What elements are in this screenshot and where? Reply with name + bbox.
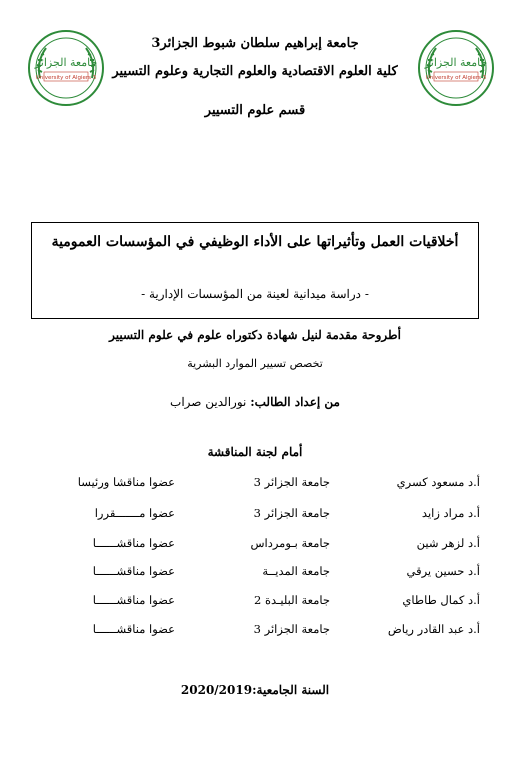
member-name: أ.د حسين يرقي [406,564,480,578]
specialty: تخصص تسيير الموارد البشرية [187,357,323,370]
university-name: جامعة إبراهيم سلطان شبوط الجزائر3 [151,36,359,51]
committee-row [0,536,510,556]
member-role: عضوا مناقشــــــا [92,564,175,578]
committee-row [0,475,510,495]
member-university: جامعة الجزائر 3 [253,622,330,636]
degree-statement: أطروحة مقدمة لنيل شهادة دكتوراه علوم في علوم التسيير [109,328,401,342]
member-university: جامعة بـومرداس [250,536,330,550]
logo-latin-text-left: University of Algiers 3 [35,75,97,81]
logo-arabic-text-left: جامعة الجزائر [34,56,98,69]
member-name: أ.د عبد القادر رياض [387,622,480,636]
faculty-name: كلية العلوم الاقتصادية والعلوم التجارية وعلوم التسيير [112,64,398,79]
committee-row [0,564,510,584]
member-name: أ.د لزهر شين [416,536,480,550]
department-name: قسم علوم التسيير [204,103,306,118]
committee-heading: أمام لجنة المناقشة [207,445,303,459]
member-name: أ.د كمال طاطاي [402,593,480,607]
member-name: أ.د مسعود كسري [396,475,480,489]
university-logo-right [416,28,496,108]
committee-row [0,506,510,526]
member-role: عضوا مناقشــــــا [92,622,175,636]
committee-row [0,622,510,642]
logo-arabic-text-right: جامعة الجزائر [424,56,488,69]
student-line [40,395,470,409]
university-logo-left [26,28,106,108]
member-university: جامعة الجزائر 3 [253,475,330,489]
member-role: عضوا مناقشــــــا [92,593,175,607]
committee-row [0,593,510,613]
academic-year: السنة الجامعية:2020/2019 [180,683,330,697]
thesis-title: أخلاقيات العمل وتأثيراتها على الأداء الوظيفي في المؤسسات العمومية [51,234,459,250]
logo-latin-text-right: University of Algiers 3 [425,75,487,81]
member-role: عضوا مـــــــقررا [94,506,175,520]
member-university: جامعة البليـدة 2 [253,593,330,607]
thesis-subtitle: - دراسة ميدانية لعينة من المؤسسات الإدارية - [141,287,369,301]
student-label: من إعداد الطالب: [250,395,340,409]
member-university: جامعة المديــة [262,564,330,578]
member-role: عضوا مناقشا ورئيسا [77,475,175,489]
member-role: عضوا مناقشــــــا [92,536,175,550]
member-university: جامعة الجزائر 3 [253,506,330,520]
member-name: أ.د مراد زايد [421,506,480,520]
student-name: نورالدين صراب [170,395,247,409]
